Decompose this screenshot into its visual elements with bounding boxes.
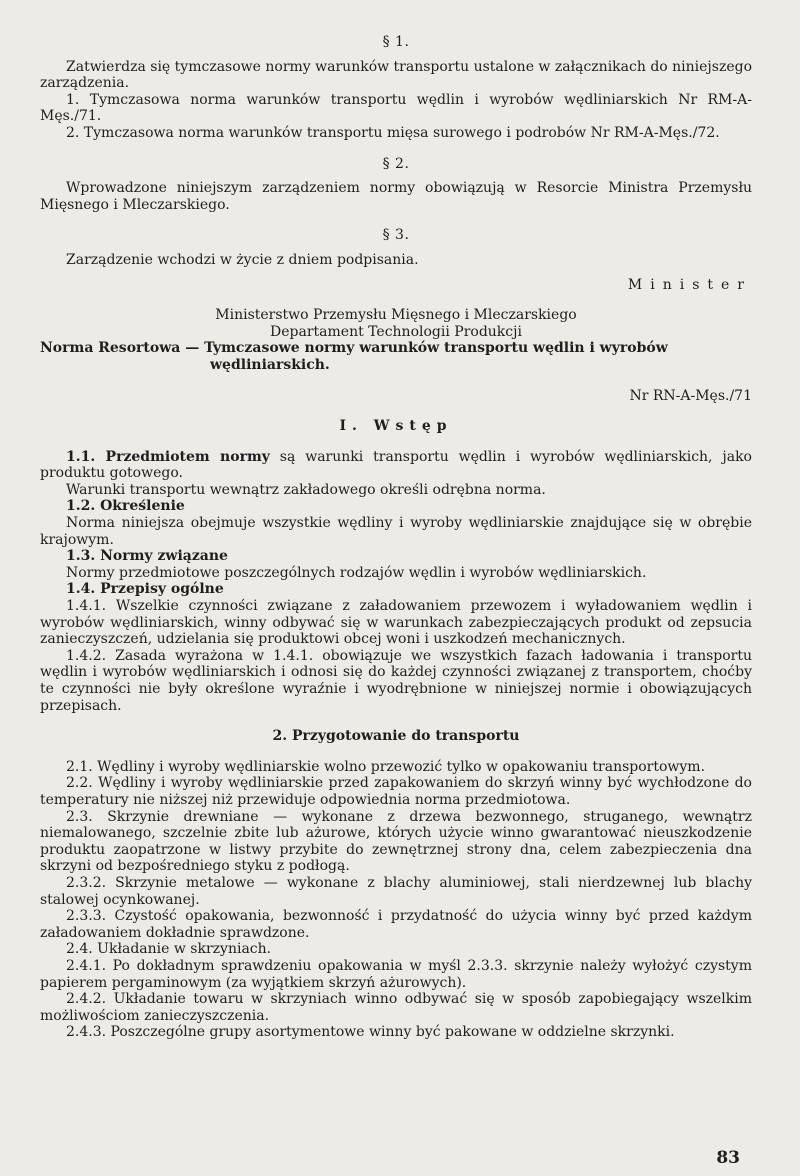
- paragraph-1-2: Norma niniejsza obejmuje wszystkie wędliny i wyroby wędliniarskie znajdujące się w obrębie krajowym.: [40, 515, 752, 548]
- paragraph-1-1: [40, 449, 752, 482]
- section-1-text: Zatwierdza się tymczasowe normy warunków transportu ustalone w załącznikach do niniejszego zarządzenia.: [40, 58, 753, 92]
- paragraph-2-3: 2.3. Skrzynie drewniane — wykonane z drzewa bezwonnego, struganego, wewnątrz niemalowanego, szczelnie zbite lub ażurowe, których użycie winno gwarantować nieuszkodzenie produktu zaopatrzone w listwy przybite do zewnętrznej strony dna, celem zabezpieczenia dna skrzyni od bezpośredniego styku z podłogą.: [40, 808, 752, 875]
- norm-number: Nr RN-A-Męs./71: [629, 387, 752, 404]
- paragraph-2-3-2: 2.3.2. Skrzynie metalowe — wykonane z blachy aluminiowej, stali nierdzewnej lub blachy stalowej ocynkowanej.: [40, 874, 752, 908]
- paragraph-2-4-2: 2.4.2. Układanie towaru w skrzyniach winno odbywać się w sposób zapobiegający wszelkim możliwościom zanieczyszczenia.: [40, 991, 752, 1024]
- ministry-name: Ministerstwo Przemysłu Mięsnego i Mleczarskiego: [215, 307, 577, 324]
- paragraph-2-4-1: 2.4.1. Po dokładnym sprawdzeniu opakowania w myśl 2.3.3. skrzynie należy wyłożyć czystym papierem pergaminowym (za wyjątkiem skrzyń ażurowych).: [40, 957, 752, 991]
- paragraph-2-4: 2.4. Układanie w skrzyniach.: [66, 941, 272, 958]
- document-body: [40, 34, 752, 1041]
- paragraph-2-3-3: 2.3.3. Czystość opakowania, bezwonność i przydatność do użycia winny być przed każdym załadowaniem dokładnie sprawdzone.: [40, 908, 752, 941]
- section-3-text: Zarządzenie wchodzi w życie z dniem podpisania.: [66, 251, 419, 268]
- paragraph-1-4-1: 1.4.1. Wszelkie czynności związane z załadowaniem przewozem i wyładowaniem wędlin i wyrobów wędliniarskich, winny odbywać się w warunkach zabezpieczających produkt od zepsucia zanieczyszczeń, udzielania się produktowi obcej woni i uszkodzeń mechanicznych.: [40, 598, 752, 648]
- department-name: Departament Technologii Produkcji: [270, 323, 522, 340]
- section-3-heading: § 3.: [382, 227, 410, 244]
- paragraph-2-4-3: 2.4.3. Poszczególne grupy asortymentowe winny być pakowane w oddzielne skrzynki.: [66, 1024, 675, 1041]
- heading-1-4: 1.4. Przepisy ogólne: [66, 581, 224, 598]
- heading-1-3: 1.3. Normy związane: [66, 548, 228, 565]
- chapter-1-title: I. Wstęp: [339, 418, 453, 435]
- section-1-item-2: 2. Tymczasowa norma warunków transportu mięsa surowego i podrobów Nr RM-A-Męs./72.: [66, 124, 720, 141]
- paragraph-1-3: Normy przedmiotowe poszczególnych rodzajów wędlin i wyrobów wędliniarskich.: [66, 564, 647, 581]
- heading-1-2: 1.2. Określenie: [66, 498, 185, 515]
- page-number: 83: [716, 1148, 740, 1168]
- signature: Minister: [627, 276, 752, 293]
- paragraph-1-4-2: 1.4.2. Zasada wyrażona w 1.4.1. obowiązuje we wszystkich fazach ładowania i transportu wędlin i wyrobów wędliniarskich i odnosi się do każdej czynności związanej z transportem, choćby te czynności nie były określone wyraźnie i wyodrębnione w niniejszej normie i obowiązujących przepisach.: [40, 647, 752, 714]
- paragraph-1-1-continued: Warunki transportu wewnątrz zakładowego określi odrębna norma.: [66, 481, 546, 498]
- chapter-2-title: 2. Przygotowanie do transportu: [272, 728, 520, 745]
- paragraph-2-2: 2.2. Wędliny i wyroby wędliniarskie przed zapakowaniem do skrzyń winny być wychłodzone do temperatury nie niższej niż przewiduje odpowiednia norma przedmiotowa.: [40, 775, 752, 808]
- paragraph-1-1-text: są warunki transportu wędlin i wyrobów wędliniarskich, jako produktu gotowego.: [40, 448, 752, 482]
- section-1-item-1: 1. Tymczasowa norma warunków transportu wędlin i wyrobów wędliniarskich Nr RM-A-Męs./71.: [40, 91, 752, 125]
- section-2-heading: § 2.: [382, 155, 410, 172]
- paragraph-1-1-label: 1.1. Przedmiotem normy: [66, 448, 270, 465]
- section-2-text: Wprowadzone niniejszym zarządzeniem normy obowiązują w Resorcie Ministra Przemysłu Mięsnego i Mleczarskiego.: [40, 180, 752, 213]
- paragraph-2-1: 2.1. Wędliny i wyroby wędliniarskie wolno przewozić tylko w opakowaniu transportowym.: [66, 758, 706, 775]
- norm-title: Norma Resortowa — Tymczasowe normy warunków transportu wędlin i wyrobów wędliniarskich.: [40, 340, 668, 373]
- section-1-heading: § 1.: [382, 34, 410, 50]
